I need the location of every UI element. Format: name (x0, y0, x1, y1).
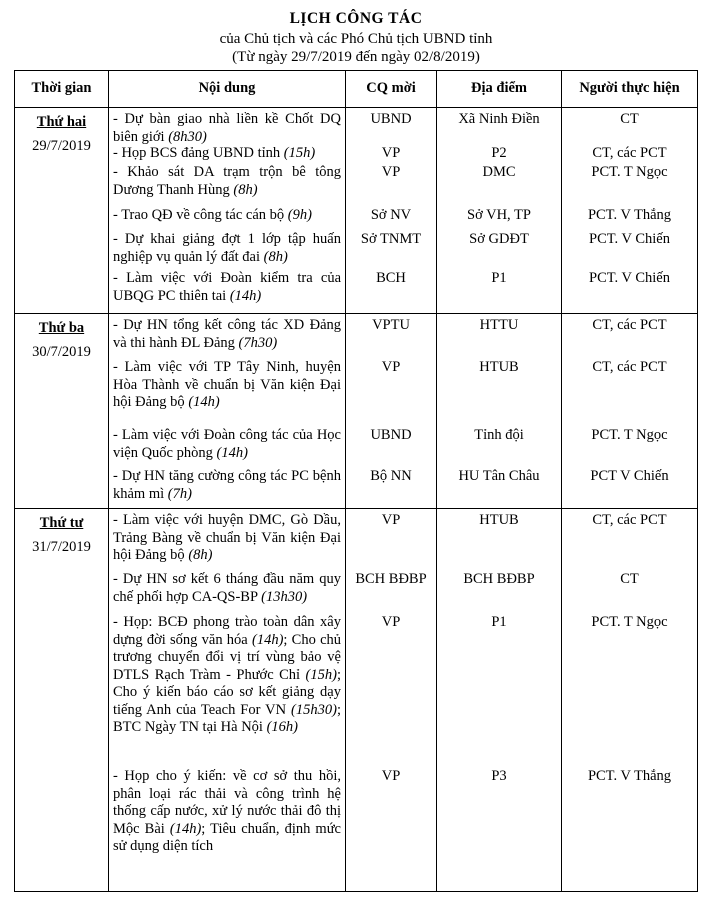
schedule-item (109, 571, 345, 606)
col-header-assignee: Người thực hiện (562, 71, 698, 108)
item-text: - Họp cho ý kiến: về cơ sở thu hồi, phân loại rác thải và công trình hệ thống cấp nước, xử lý nước thải đô thị Mộc Bài (113, 768, 341, 837)
item-text: - Dự HN tăng cường công tác PC bệnh khảm mì (113, 468, 341, 502)
content-cell (109, 509, 346, 892)
inviter-value: BCH BĐBP (355, 571, 427, 587)
location-value: P1 (491, 614, 507, 630)
assignee-value: CT (620, 571, 639, 587)
assignee-value: PCT. T Ngọc (591, 614, 668, 630)
location-value: HTTU (479, 317, 519, 333)
item-time: (15h) (283, 145, 316, 161)
day-date: 29/7/2019 (32, 137, 91, 154)
item-text: - Dự HN sơ kết 6 tháng đầu năm quy chế phối hợp CA-QS-BP (113, 571, 341, 605)
schedule-item (109, 512, 345, 565)
schedule-table (14, 70, 698, 892)
schedule-item (109, 317, 345, 352)
document-subtitle: của Chủ tịch và các Phó Chủ tịch UBND tỉnh (219, 31, 493, 47)
item-text: - Làm việc với huyện DMC, Gò Dầu, Trảng Bàng về chuẩn bị Văn kiện Đại hội Đảng bộ (113, 512, 341, 563)
inviter-cell (346, 509, 437, 892)
item-time: (14h) (251, 631, 284, 648)
inviter-value: VP (381, 145, 401, 161)
inviter-cell (346, 108, 437, 314)
item-text: ; Cho ý kiến báo cáo sơ kết giảng dạy tiếng Anh của Teach For VN (113, 666, 341, 718)
assignee-value: CT, các PCT (592, 512, 667, 528)
assignee-value: CT (620, 111, 639, 127)
location-value: DMC (482, 164, 516, 180)
item-time: (14h) (169, 820, 202, 837)
assignee-cell (562, 314, 698, 509)
item-time: (8h30) (168, 128, 207, 145)
item-time: (14h) (216, 444, 248, 461)
document-title: LỊCH CÔNG TÁC (289, 10, 423, 27)
schedule-item (109, 468, 345, 503)
assignee-value: PCT. T Ngọc (591, 164, 668, 180)
inviter-cell (346, 314, 437, 509)
day-row (15, 314, 698, 509)
location-value: BCH BĐBP (463, 571, 535, 587)
day-date: 30/7/2019 (32, 343, 91, 360)
date-range: (Từ ngày 29/7/2019 đến ngày 02/8/2019) (232, 49, 480, 65)
schedule-item (109, 614, 345, 737)
item-text: - Dự bàn giao nhà liền kề Chốt DQ biên giới (113, 111, 341, 145)
day-date: 31/7/2019 (32, 538, 91, 555)
inviter-value: VP (381, 512, 401, 528)
inviter-value: VP (381, 614, 401, 630)
location-cell (437, 108, 562, 314)
item-time: (7h30) (238, 334, 278, 351)
inviter-value: UBND (370, 111, 412, 127)
item-text: - Khảo sát DA trạm trộn bê tông Dương Thanh Hùng (113, 164, 341, 198)
assignee-value: PCT. T Ngọc (591, 427, 668, 443)
item-text: - Họp BCS đảng UBND tỉnh (113, 145, 281, 161)
assignee-value: PCT. V Chiến (589, 270, 670, 286)
assignee-value: CT, các PCT (592, 359, 667, 375)
item-time: (15h) (305, 666, 337, 683)
day-name: Thứ ba (38, 320, 85, 336)
location-value: P2 (491, 145, 507, 161)
location-cell (437, 314, 562, 509)
assignee-cell (562, 509, 698, 892)
col-header-time: Thời gian (15, 71, 109, 108)
item-text: - Làm việc với TP Tây Ninh, huyện Hòa Thành về chuẩn bị Văn kiện Đại hội Đảng bộ (113, 359, 341, 410)
location-value: HTUB (479, 512, 519, 528)
item-text: - Họp: BCĐ phong trào toàn dân xây dựng đời sống văn hóa (113, 614, 341, 648)
inviter-value: UBND (370, 427, 412, 443)
schedule-item (109, 270, 345, 305)
day-cell (15, 509, 109, 892)
item-time: (8h) (263, 248, 288, 265)
item-text: ; BTC Ngày TN tại Hà Nội (113, 701, 341, 735)
inviter-value: Bộ NN (370, 468, 412, 484)
item-text: - Dự HN tổng kết công tác XD Đảng và thi hành ĐL Đảng (113, 317, 341, 351)
inviter-value: VP (381, 768, 401, 784)
location-value: Xã Ninh Điền (458, 111, 540, 127)
item-time: (9h) (287, 207, 312, 223)
item-text: - Làm việc với Đoàn kiểm tra của UBQG PC thiên tai (113, 270, 341, 304)
col-header-inviter: CQ mời (346, 71, 437, 108)
location-value: Tỉnh đội (474, 427, 524, 443)
assignee-cell (562, 108, 698, 314)
day-row (15, 509, 698, 892)
schedule-item (109, 427, 345, 462)
item-time: (14h) (188, 394, 220, 410)
item-text: - Làm việc với Đoàn công tác của Học viện Quốc phòng (113, 427, 341, 461)
schedule-item (109, 768, 345, 856)
item-time: (16h) (266, 719, 298, 735)
item-text: - Dự khai giảng đợt 1 lớp tập huấn nghiệp vụ quản lý đất đai (113, 231, 341, 265)
day-row (15, 108, 698, 314)
col-header-content: Nội dung (109, 71, 346, 108)
location-value: HU Tân Châu (458, 468, 540, 484)
item-time: (7h) (167, 485, 192, 502)
inviter-value: BCH (376, 270, 406, 286)
assignee-value: CT, các PCT (592, 317, 667, 333)
item-time: (13h30) (261, 588, 308, 605)
item-time: (15h30) (291, 701, 337, 718)
day-cell (15, 314, 109, 509)
schedule-item (109, 164, 345, 199)
item-text: - Trao QĐ về công tác cán bộ (113, 207, 285, 223)
table-header-row (15, 71, 698, 108)
inviter-value: Sở NV (370, 207, 412, 223)
schedule-item (109, 359, 345, 412)
item-time: (14h) (229, 287, 262, 304)
schedule-item (109, 111, 345, 146)
location-value: P3 (491, 768, 507, 784)
inviter-value: VPTU (372, 317, 410, 333)
item-text: ; Tiêu chuẩn, định mức sử dụng diện tích (113, 820, 341, 854)
day-name: Thứ tư (39, 515, 84, 531)
inviter-value: VP (381, 164, 401, 180)
content-cell (109, 108, 346, 314)
day-cell (15, 108, 109, 314)
assignee-value: PCT. V Thắng (587, 207, 672, 223)
item-text: ; Cho chủ trương chuyển đổi vị trí vùng bảo vệ DTLS Rạch Tràm - Phước Chỉ (113, 631, 342, 683)
content-cell (109, 314, 346, 509)
assignee-value: PCT. V Thắng (587, 768, 672, 784)
schedule-item (109, 207, 345, 225)
item-time: (8h) (233, 181, 258, 198)
schedule-item (109, 145, 345, 163)
assignee-value: PCT V Chiến (590, 468, 669, 484)
assignee-value: PCT. V Chiến (589, 231, 670, 247)
location-value: P1 (491, 270, 507, 286)
inviter-value: VP (381, 359, 401, 375)
assignee-value: CT, các PCT (592, 145, 667, 161)
schedule-item (109, 231, 345, 266)
location-value: Sở GDĐT (469, 231, 529, 247)
day-name: Thứ hai (36, 114, 87, 130)
location-value: Sở VH, TP (467, 207, 531, 223)
inviter-value: Sở TNMT (360, 231, 422, 247)
item-time: (8h) (188, 547, 213, 563)
location-value: HTUB (479, 359, 519, 375)
col-header-location: Địa điểm (437, 71, 562, 108)
location-cell (437, 509, 562, 892)
